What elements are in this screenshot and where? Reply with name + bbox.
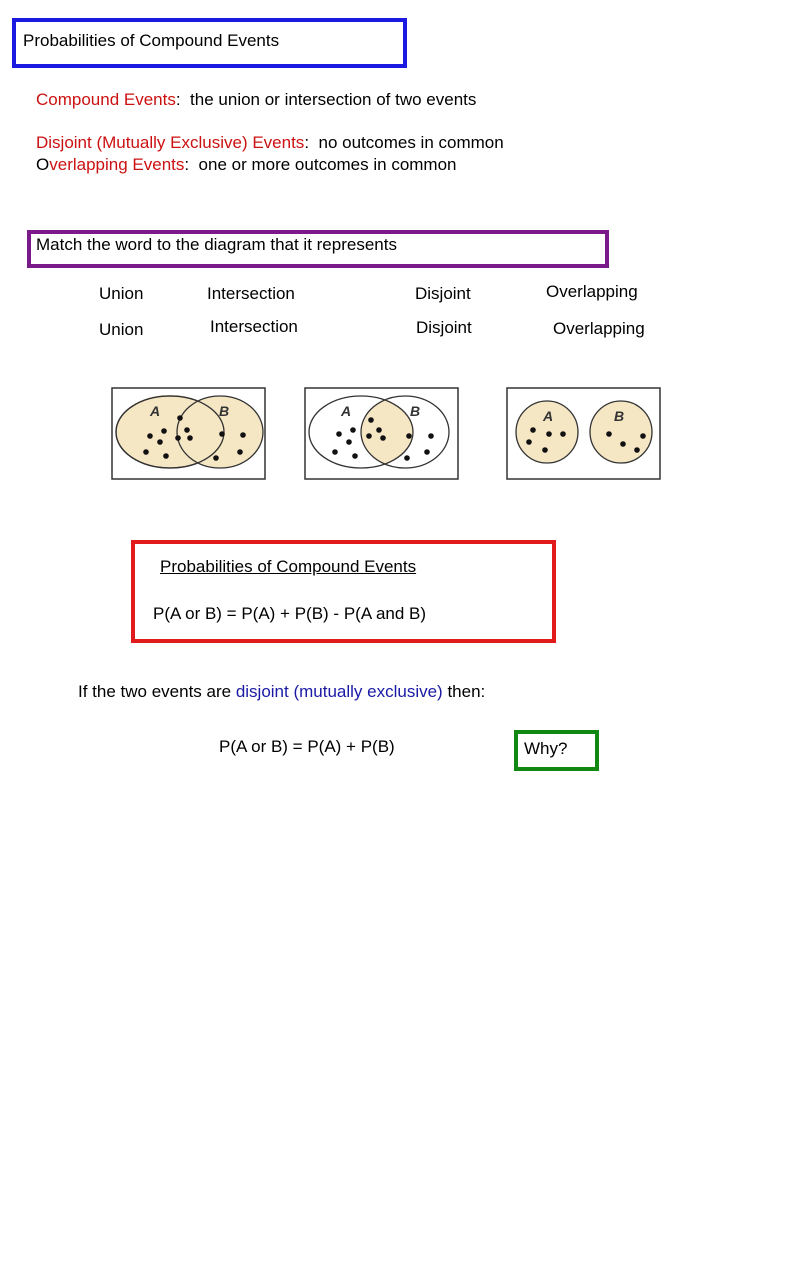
word-overlapping-1[interactable]: Overlapping bbox=[546, 282, 638, 301]
text-disjoint: no outcomes in common bbox=[309, 133, 504, 152]
sep-disjoint: : bbox=[304, 133, 310, 152]
note-highlight: disjoint (mutually exclusive) bbox=[235, 682, 443, 701]
page-title: Probabilities of Compound Events bbox=[23, 31, 280, 50]
definition-disjoint bbox=[36, 133, 504, 153]
text-compound: the union or intersection of two events bbox=[180, 90, 477, 109]
label-a: A bbox=[543, 408, 554, 424]
label-b: B bbox=[219, 403, 230, 419]
definition-overlapping bbox=[36, 155, 457, 175]
word-overlapping-2[interactable]: Overlapping bbox=[553, 319, 645, 338]
label-b: B bbox=[410, 403, 421, 419]
note-suffix: then: bbox=[442, 682, 486, 701]
match-instruction: Match the word to the diagram that it represents bbox=[36, 235, 397, 254]
term-compound: Compound Events bbox=[36, 90, 176, 109]
definition-compound bbox=[36, 90, 476, 110]
label-b: B bbox=[614, 408, 625, 424]
formula-heading: Probabilities of Compound Events bbox=[160, 557, 417, 576]
label-a: A bbox=[341, 403, 352, 419]
term-overlapping: verlapping Events bbox=[49, 155, 185, 174]
word-disjoint-1[interactable]: Disjoint bbox=[415, 284, 471, 303]
term-overlapping-initial: O bbox=[36, 155, 50, 174]
general-addition-formula: P(A or B) = P(A) + P(B) - P(A and B) bbox=[153, 604, 427, 623]
why-label: Why? bbox=[524, 739, 568, 758]
venn-diagram-intersection[interactable] bbox=[303, 386, 461, 482]
disjoint-condition bbox=[78, 682, 485, 702]
word-intersection-1[interactable]: Intersection bbox=[207, 284, 295, 303]
word-disjoint-2[interactable]: Disjoint bbox=[416, 318, 472, 337]
sep-overlapping: : bbox=[184, 155, 190, 174]
text-overlapping: one or more outcomes in common bbox=[189, 155, 457, 174]
venn-diagram-union[interactable] bbox=[110, 386, 268, 482]
label-a: A bbox=[150, 403, 161, 419]
word-union-1[interactable]: Union bbox=[99, 284, 144, 303]
disjoint-addition-formula: P(A or B) = P(A) + P(B) bbox=[219, 737, 395, 756]
term-disjoint: Disjoint (Mutually Exclusive) Events bbox=[36, 133, 305, 152]
note-prefix: If the two events are bbox=[78, 682, 236, 701]
word-intersection-2[interactable]: Intersection bbox=[210, 317, 298, 336]
sep-compound: : bbox=[175, 90, 181, 109]
formula-box bbox=[131, 540, 556, 643]
word-union-2[interactable]: Union bbox=[99, 320, 144, 339]
venn-diagram-disjoint[interactable] bbox=[505, 386, 663, 482]
